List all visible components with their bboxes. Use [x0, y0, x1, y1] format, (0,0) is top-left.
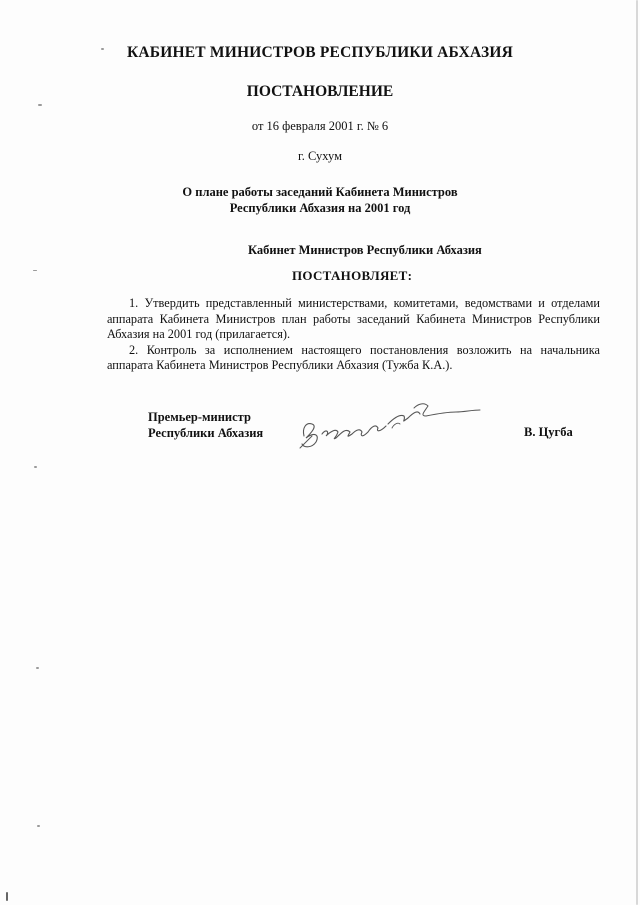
handwritten-signature [296, 398, 486, 458]
document-type-heading: ПОСТАНОВЛЕНИЕ [246, 83, 394, 100]
scan-speck [101, 48, 104, 50]
document-city: г. Сухум [297, 149, 342, 163]
scan-speck [6, 892, 8, 901]
issuer-line: Кабинет Министров Республики Абхазия [248, 243, 482, 257]
signatory-name: В. Цугба [524, 425, 573, 439]
scan-speck [38, 104, 42, 106]
signatory-title [148, 409, 263, 441]
subject-line-2: Республики Абхазия на 2001 год [229, 201, 411, 215]
subject-line-1: О плане работы заседаний Кабинета Министров [182, 185, 458, 199]
signatory-title-line-2: Республики Абхазия [148, 426, 264, 440]
resolution-body [107, 296, 600, 374]
resolution-item-2: 2. Контроль за исполнением настоящего постановления возложить на начальника аппарата Кабинета Министров Республики Абхазия (Тужба К.А.). [107, 342, 600, 372]
scan-edge [636, 0, 638, 905]
resolves-heading: ПОСТАНОВЛЯЕТ: [292, 268, 413, 283]
document-subject [0, 184, 640, 216]
document-date-number: от 16 февраля 2001 г. № 6 [251, 119, 389, 133]
scan-speck [33, 270, 37, 271]
scan-speck [37, 825, 40, 827]
resolution-item-1: 1. Утвердить представленный министерствами, комитетами, ведомствами и отделами аппарата Кабинета Министров план работы заседаний Кабинета Министров Республики Абхазия на 2001 год (прилагается). [107, 296, 600, 341]
scan-speck [36, 667, 39, 669]
scan-speck [34, 466, 37, 468]
signatory-title-line-1: Премьер-министр [148, 410, 251, 424]
organization-heading: КАБИНЕТ МИНИСТРОВ РЕСПУБЛИКИ АБХАЗИЯ [126, 44, 514, 61]
